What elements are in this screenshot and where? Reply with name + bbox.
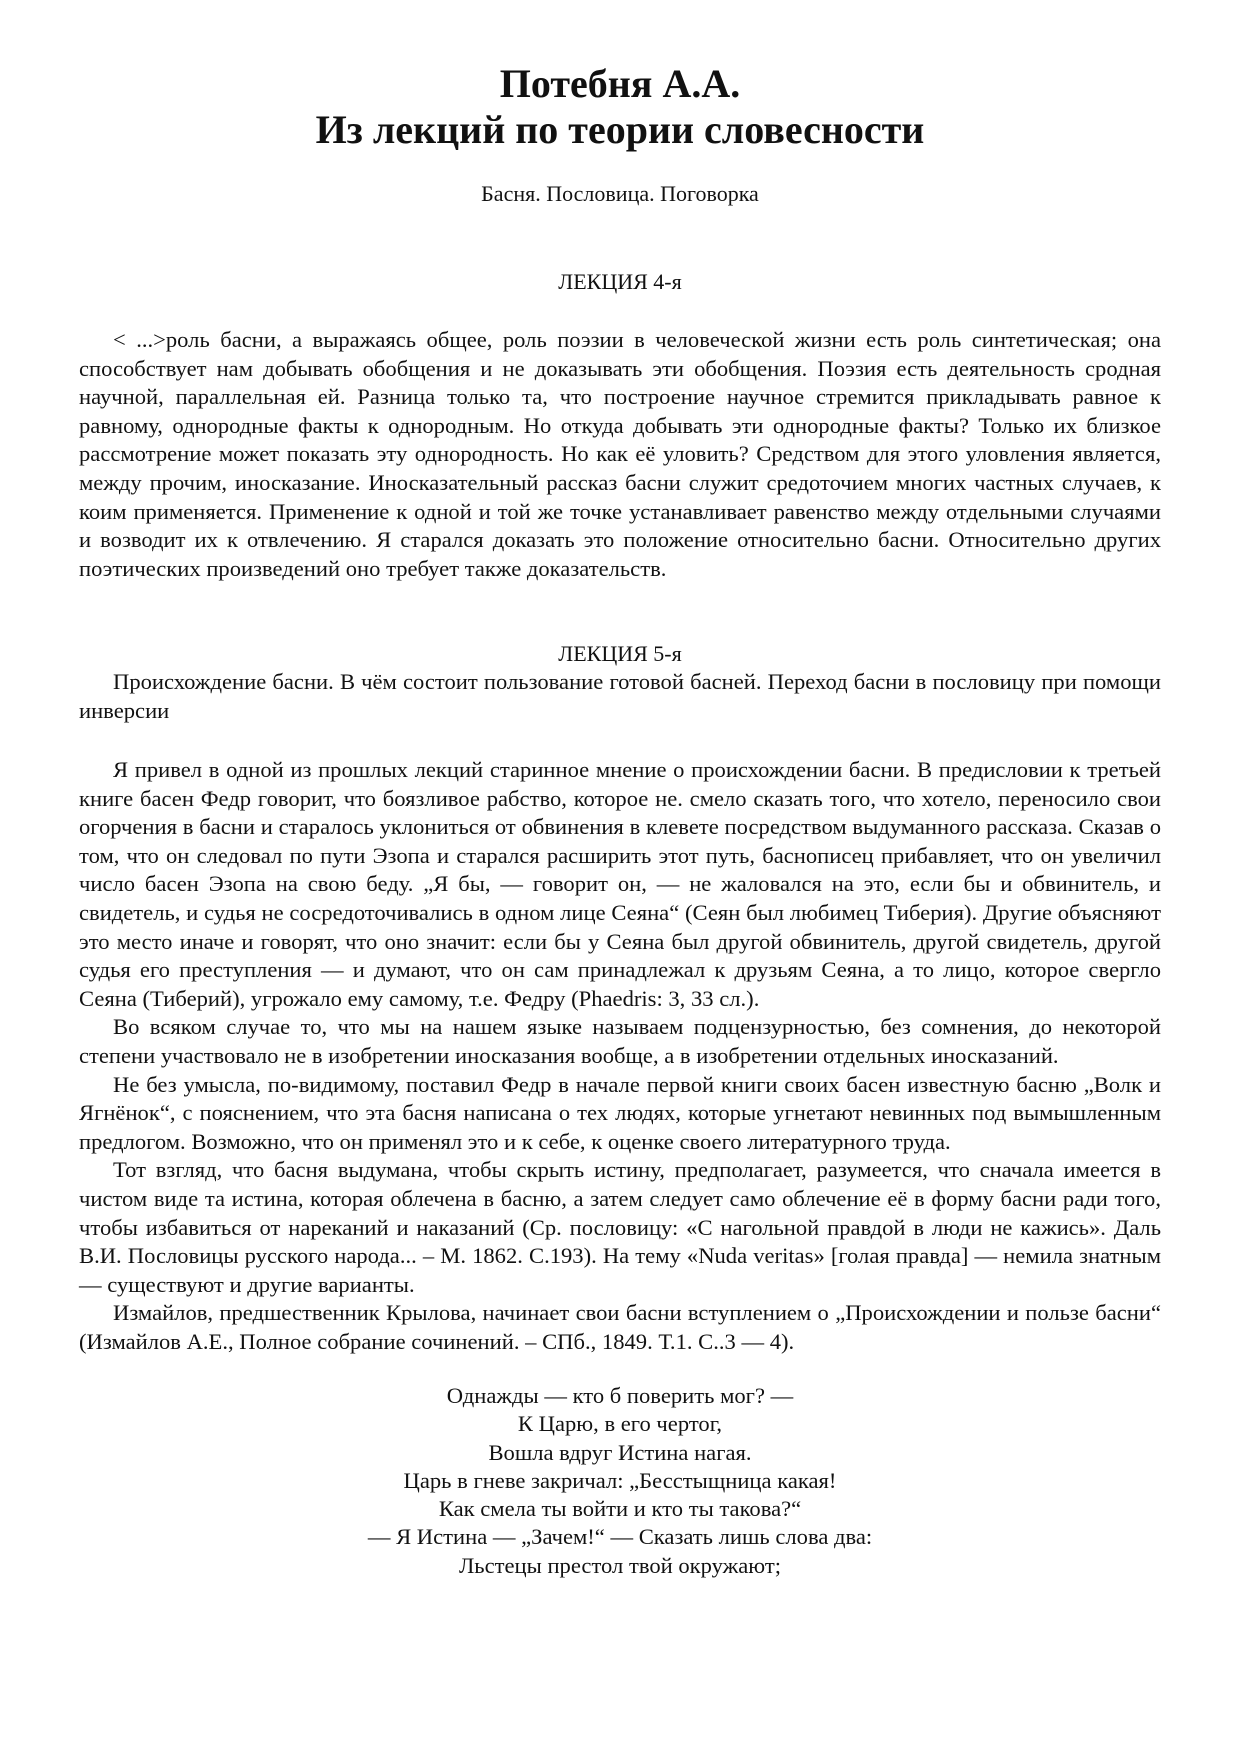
- lecture5-heading: ЛЕКЦИЯ 5-я: [558, 641, 682, 666]
- lecture5-paragraph: Не без умысла, по-видимому, поставил Федр в начале первой книги своих басен известную басню „Волк и Ягнёнок“, с пояснением, что эта басня написана о тех людях, которые угнетают невинных под вымышленным предлогом. Возможно, что он применял это и к себе, к оценке своего литературного труда.: [79, 1071, 1161, 1154]
- lecture5-summary: Происхождение басни. В чём состоит пользование готовой басней. Переход басни в пословицу при помощи инверсии: [79, 669, 1161, 723]
- lecture5-paragraph: Измайлов, предшественник Крылова, начинает свои басни вступлением о „Происхождении и пользе басни“ (Измайлов А.Е., Полное собрание сочинений. – СПб., 1849. Т.1. С..3 — 4).: [79, 1300, 1161, 1354]
- lecture4-paragraph: < ...>роль басни, а выражаясь общее, роль поэзии в человеческой жизни есть роль синтетическая; она способствует нам добывать обобщения и не доказывать эти обобщения. Поэзия есть деятельность сродная научной, параллельная ей. Разница только та, что построение научное стремится прикладывать равное к равному, однородные факты к однородным. Но откуда добывать эти однородные факты? Только их близкое рассмотрение может показать эту однородность. Но как её уловить? Средством для этого уловления является, между прочим, иносказание. Иносказательный рассказ басни служит средоточием многих частных случаев, к коим применяется. Применение к одной и той же точке устанавливает равенство между отдельными случаями и возводит их к отвлечению. Я старался доказать это положение относительно басни. Относительно других поэтических произведений оно требует также доказательств.: [79, 327, 1161, 581]
- poem-line: К Царю, в его чертог,: [517, 1411, 723, 1437]
- poem-line: Льстецы престол твой окружают;: [458, 1552, 782, 1578]
- lecture5-paragraph: Я привел в одной из прошлых лекций старинное мнение о происхождении басни. В предисловии к третьей книге басен Федр говорит, что боязливое рабство, которое не. смело сказать того, что хотело, переносило свои огорчения в басни и старалось уклониться от обвинения в клевете посредством выдуманного рассказа. Сказав о том, что он следовал по пути Эзопа и старался расширить этот путь, баснописец прибавляет, что он увеличил число басен Эзопа на свою беду. „Я бы, — говорит он, — не жаловался на это, если бы и обвинитель, и свидетель, и судья не сосредоточивались в одном лице Сеяна“ (Сеян был любимец Тиберия). Другие объясняют это место иначе и говорят, что оно значит: если бы у Сеяна был другой обвинитель, другой свидетель, другой судья его преступления — и думают, что он сам принадлежал к друзьям Сеяна, а то лицо, которое свергло Сеяна (Тиберий), угрожало ему самому, т.е. Федру (Phaedris: 3, 33 сл.).: [79, 757, 1161, 1011]
- poem: [0, 1382, 1240, 1580]
- lecture5-summary-block: [79, 668, 1161, 725]
- lecture4-heading: ЛЕКЦИЯ 4-я: [558, 269, 682, 294]
- work-title: Из лекций по теории словесности: [315, 107, 925, 152]
- poem-line: Как смела ты войти и кто ты такова?“: [438, 1496, 802, 1522]
- lecture4-body: [79, 326, 1161, 583]
- lecture5-paragraph: Во всяком случае то, что мы на нашем языке называем подцензурностью, без сомнения, до некоторой степени участвовало не в изобретении иносказания вообще, а в изобретении отдельных иносказаний.: [79, 1014, 1161, 1068]
- lecture5-body: [79, 756, 1161, 1356]
- author-title: Потебня А.А.: [499, 61, 741, 106]
- lecture5-paragraph: Тот взгляд, что басня выдумана, чтобы скрыть истину, предполагает, разумеется, что сначала имеется в чистом виде та истина, которая облечена в басню, а затем следует само облечение её в форму басни ради того, чтобы избавиться от нареканий и наказаний (Ср. пословицу: «С нагольной правдой в люди не кажись». Даль В.И. Пословицы русского народа... – М. 1862. С.193). На тему «Nuda veritas» [голая правда] — немила знатным — существуют и другие варианты.: [79, 1157, 1161, 1297]
- poem-line: Вошла вдруг Истина нагая.: [488, 1439, 752, 1465]
- poem-line: Однажды — кто б поверить мог? —: [446, 1383, 794, 1408]
- poem-line: Царь в гневе закричал: „Бесстыщница какая!: [403, 1467, 837, 1493]
- poem-line: — Я Истина — „Зачем!“ — Сказать лишь слова два:: [367, 1524, 873, 1550]
- subtitle: Басня. Пословица. Поговорка: [481, 181, 759, 206]
